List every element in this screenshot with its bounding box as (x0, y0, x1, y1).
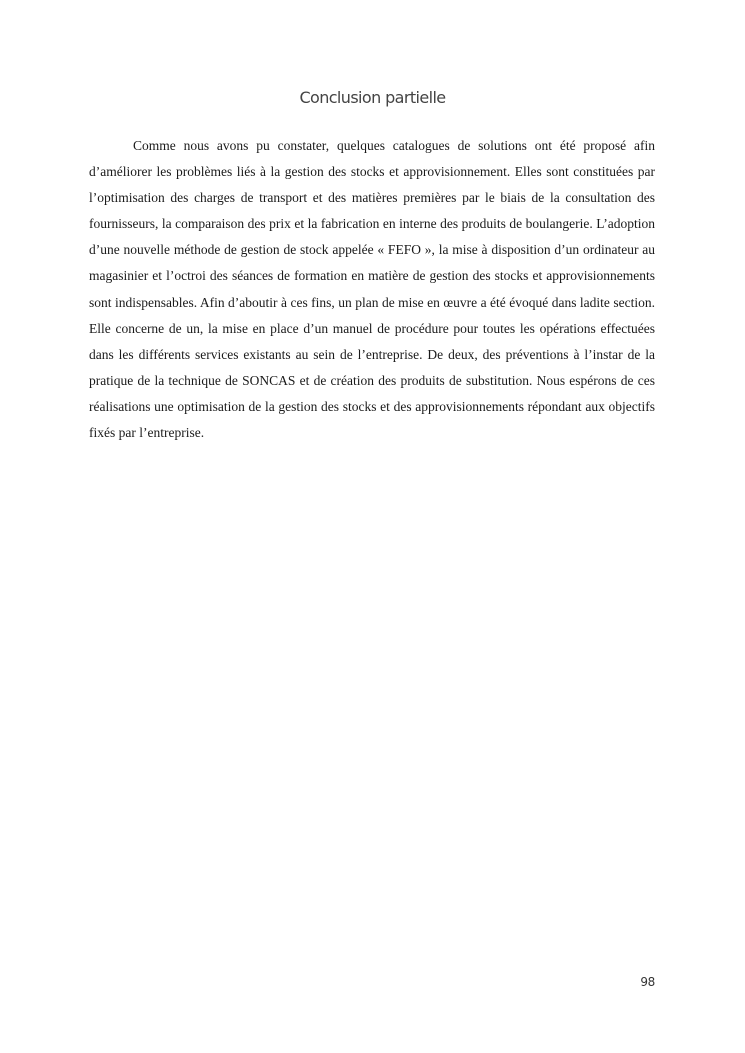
body-paragraph: Comme nous avons pu constater, quelques catalogues de solutions ont été proposé afin d’améliorer les problèmes liés à la gestion des stocks et approvisionnement. Elles sont constituées par l’optimisation des charges de transport et des matières premières par le biais de la consultation des fournisseurs, la comparaison des prix et la fabrication en interne des produits de boulangerie. L’adoption d’une nouvelle méthode de gestion de stock appelée « FEFO », la mise à disposition d’un ordinateur au magasinier et l’octroi des séances de formation en matière de gestion des stocks et approvisionnements sont indispensables. Afin d’aboutir à ces fins, un plan de mise en œuvre a été évoqué dans ladite section. Elle concerne de un, la mise en place d’un manuel de procédure pour toutes les opérations effectuées dans les différents services existants au sein de l’entreprise. De deux, des préventions à l’instar de la pratique de la technique de SONCAS et de création des produits de substitution. Nous espérons de ces réalisations une optimisation de la gestion des stocks et des approvisionnements répondant aux objectifs fixés par l’entreprise. (89, 138, 655, 441)
section-title: Conclusion partielle (299, 88, 446, 107)
page-number: 98 (640, 975, 655, 989)
